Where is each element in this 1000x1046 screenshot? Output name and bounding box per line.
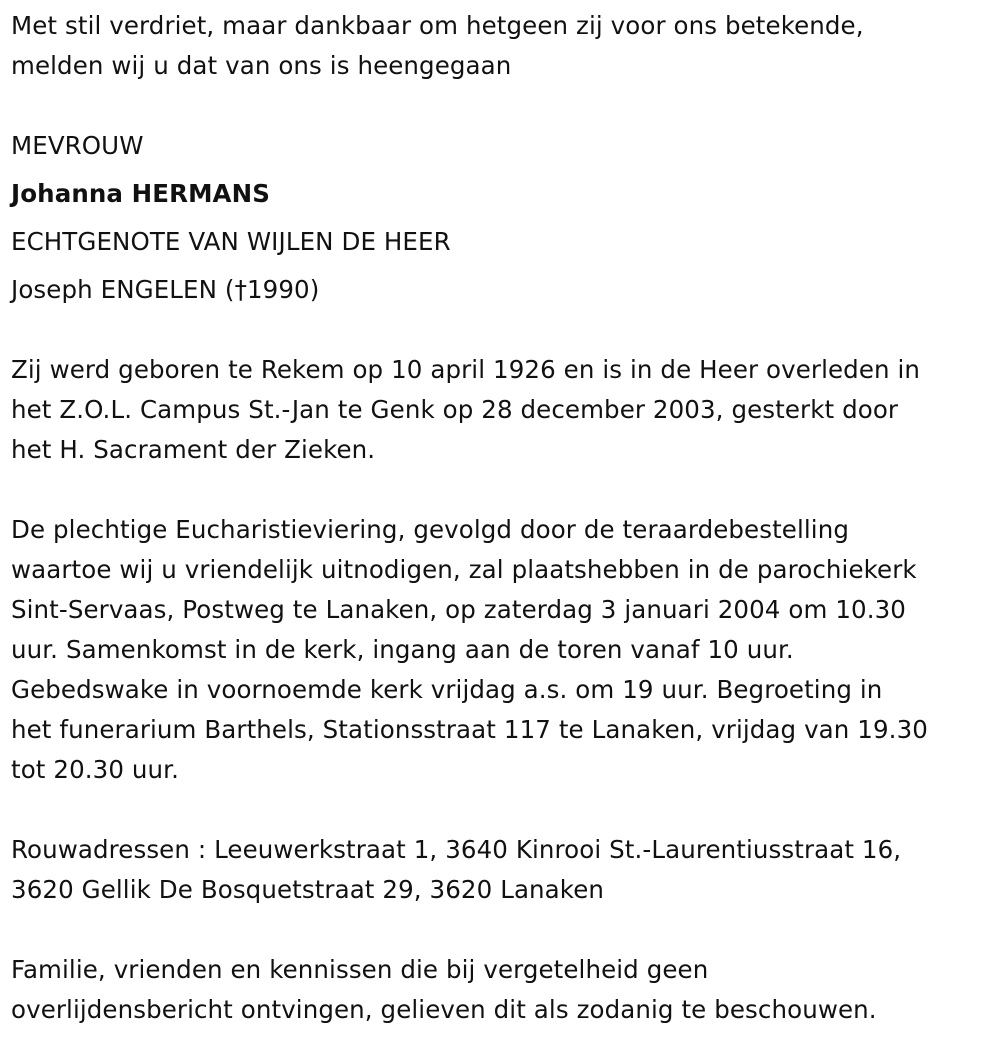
deceased-name: Johanna HERMANS xyxy=(11,179,270,208)
ceremony-line: uur. Samenkomst in de kerk, ingang aan de toren vanaf 10 uur. xyxy=(11,635,794,664)
family-note-line: Familie, vrienden en kennissen die bij vergetelheid geen xyxy=(11,955,709,984)
ceremony-paragraph xyxy=(11,510,928,790)
deceased-title: MEVROUW xyxy=(11,131,144,160)
address-line: Rouwadressen : Leeuwerkstraat 1, 3640 Kinrooi St.-Laurentiusstraat 16, xyxy=(11,835,902,864)
family-note-paragraph xyxy=(11,950,877,1030)
birth-line: Zij werd geboren te Rekem op 10 april 1926 en is in de Heer overleden in xyxy=(11,355,921,384)
ceremony-line: tot 20.30 uur. xyxy=(11,755,179,784)
deceased-spouse: Joseph ENGELEN (†1990) xyxy=(11,275,320,304)
ceremony-line: De plechtige Eucharistieviering, gevolgd door de teraardebestelling xyxy=(11,515,849,544)
deceased-block xyxy=(11,126,451,318)
ceremony-line: waartoe wij u vriendelijk uitnodigen, zal plaatshebben in de parochiekerk xyxy=(11,555,917,584)
family-note-line: overlijdensbericht ontvingen, gelieven dit als zodanig te beschouwen. xyxy=(11,995,877,1024)
intro-paragraph xyxy=(11,6,864,86)
deceased-relation: ECHTGENOTE VAN WIJLEN DE HEER xyxy=(11,227,451,256)
ceremony-line: Gebedswake in voornoemde kerk vrijdag a.s. om 19 uur. Begroeting in xyxy=(11,675,883,704)
intro-line: melden wij u dat van ons is heengegaan xyxy=(11,51,512,80)
intro-line: Met stil verdriet, maar dankbaar om hetgeen zij voor ons betekende, xyxy=(11,11,864,40)
ceremony-line: het funerarium Barthels, Stationsstraat 117 te Lanaken, vrijdag van 19.30 xyxy=(11,715,928,744)
birth-paragraph xyxy=(11,350,920,470)
birth-line: het Z.O.L. Campus St.-Jan te Genk op 28 december 2003, gesterkt door xyxy=(11,395,899,424)
addresses-paragraph xyxy=(11,830,901,910)
birth-line: het H. Sacrament der Zieken. xyxy=(11,435,376,464)
address-line: 3620 Gellik De Bosquetstraat 29, 3620 Lanaken xyxy=(11,875,605,904)
ceremony-line: Sint-Servaas, Postweg te Lanaken, op zaterdag 3 januari 2004 om 10.30 xyxy=(11,595,906,624)
